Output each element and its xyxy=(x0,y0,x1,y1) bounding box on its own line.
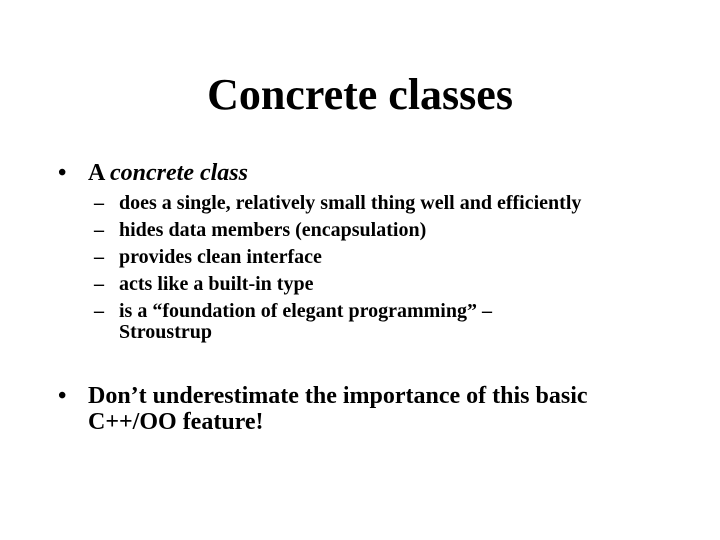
sub-bullet-item xyxy=(94,301,654,343)
sub-bullet-item xyxy=(94,220,654,241)
bullet-concrete-class xyxy=(58,160,628,186)
sub-bullet-text: provides clean interface xyxy=(119,246,322,268)
sub-bullet-marker: – xyxy=(94,219,104,241)
sub-bullet-item xyxy=(94,274,654,295)
sub-bullet-marker: – xyxy=(94,246,104,268)
bullet-text xyxy=(88,160,628,186)
bullet-marker: • xyxy=(58,160,67,186)
sub-bullet-marker: – xyxy=(94,273,104,295)
bullet-underestimate xyxy=(58,383,648,435)
sub-bullet-text: is a “foundation of elegant programming” – Stroustrup xyxy=(119,300,492,343)
bullet-italic-term: concrete class xyxy=(110,160,248,186)
sub-bullet-text: acts like a built-in type xyxy=(119,273,314,295)
sub-bullet-marker: – xyxy=(94,192,104,214)
bullet-prefix: A xyxy=(88,160,111,186)
bullet-marker: • xyxy=(58,383,67,409)
sub-bullet-marker: – xyxy=(94,300,104,322)
sub-bullet-text: does a single, relatively small thing well and efficiently xyxy=(119,192,582,214)
bullet-text: Don’t underestimate the importance of this basic C++/OO feature! xyxy=(88,383,588,435)
slide-title: Concrete classes xyxy=(207,70,513,119)
sub-bullet-text: hides data members (encapsulation) xyxy=(119,219,427,241)
sub-bullet-list xyxy=(94,193,654,349)
sub-bullet-item xyxy=(94,247,654,268)
sub-bullet-item xyxy=(94,193,654,214)
